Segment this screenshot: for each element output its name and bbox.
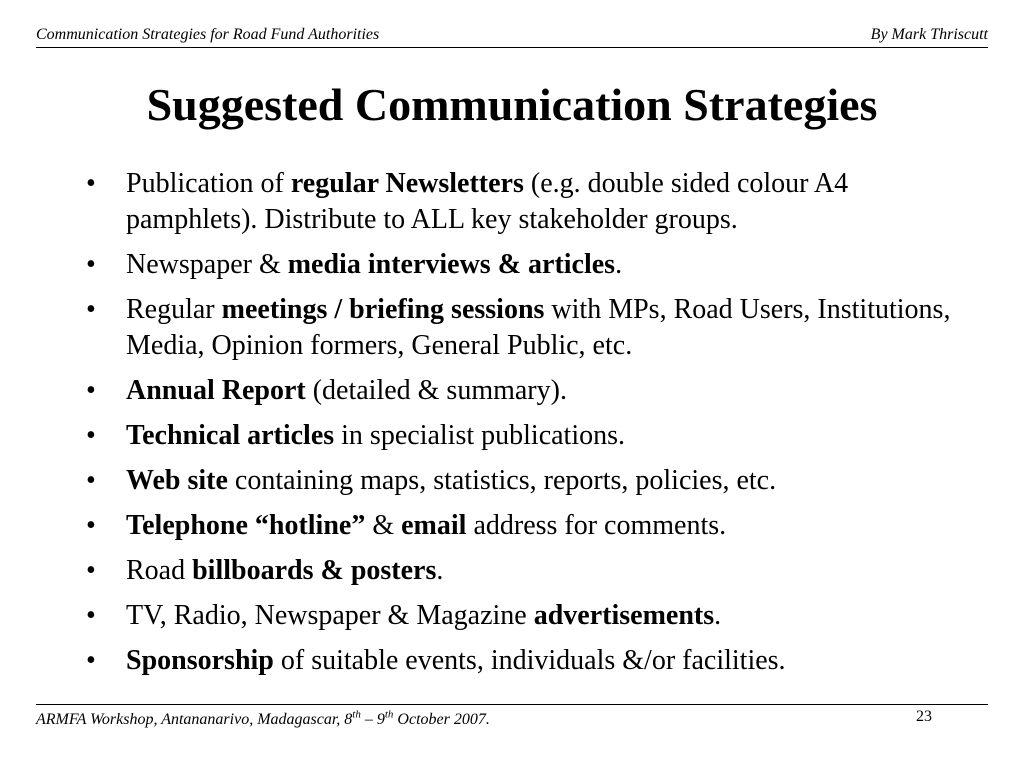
bullet-marker: • xyxy=(86,375,96,406)
list-item: • Technical articles in specialist publications. xyxy=(86,418,986,454)
header-divider xyxy=(36,47,988,48)
page-number: 23 xyxy=(916,708,932,725)
bullet-marker: • xyxy=(86,168,96,199)
header-left-text: Communication Strategies for Road Fund Authorities xyxy=(36,26,380,43)
bullet-marker: • xyxy=(86,510,96,541)
list-item: • Annual Report (detailed & summary). xyxy=(86,373,986,409)
list-item: • TV, Radio, Newspaper & Magazine advertisements. xyxy=(86,598,986,634)
bullet-marker: • xyxy=(86,465,96,496)
bullet-marker: • xyxy=(86,294,96,325)
bullet-marker: • xyxy=(86,555,96,586)
list-item: • Sponsorship of suitable events, individuals &/or facilities. xyxy=(86,643,986,679)
bullet-marker: • xyxy=(86,600,96,631)
list-item: • Web site containing maps, statistics, reports, policies, etc. xyxy=(86,463,986,499)
slide-footer: ARMFA Workshop, Antananarivo, Madagascar, 8th – 9th October 2007. xyxy=(36,708,490,728)
bullet-marker: • xyxy=(86,420,96,451)
bullet-list xyxy=(86,166,986,688)
list-item: • Regular meetings / briefing sessions with MPs, Road Users, Institutions, Media, Opinion formers, General Public, etc. xyxy=(86,294,951,361)
header-author-text: By Mark Thriscutt xyxy=(870,26,988,43)
bullet-marker: • xyxy=(86,645,96,676)
footer-divider xyxy=(36,704,988,705)
list-item: • Newspaper & media interviews & articles. xyxy=(86,247,986,283)
slide-header xyxy=(36,26,988,48)
list-item: • Telephone “hotline” & email address for comments. xyxy=(86,508,986,544)
list-item: • Road billboards & posters. xyxy=(86,553,986,589)
bullet-marker: • xyxy=(86,249,96,280)
slide-title: Suggested Communication Strategies xyxy=(146,79,878,130)
list-item: • Publication of regular Newsletters (e.g. double sided colour A4 pamphlets). Distribute to ALL key stakeholder groups. xyxy=(86,168,849,235)
